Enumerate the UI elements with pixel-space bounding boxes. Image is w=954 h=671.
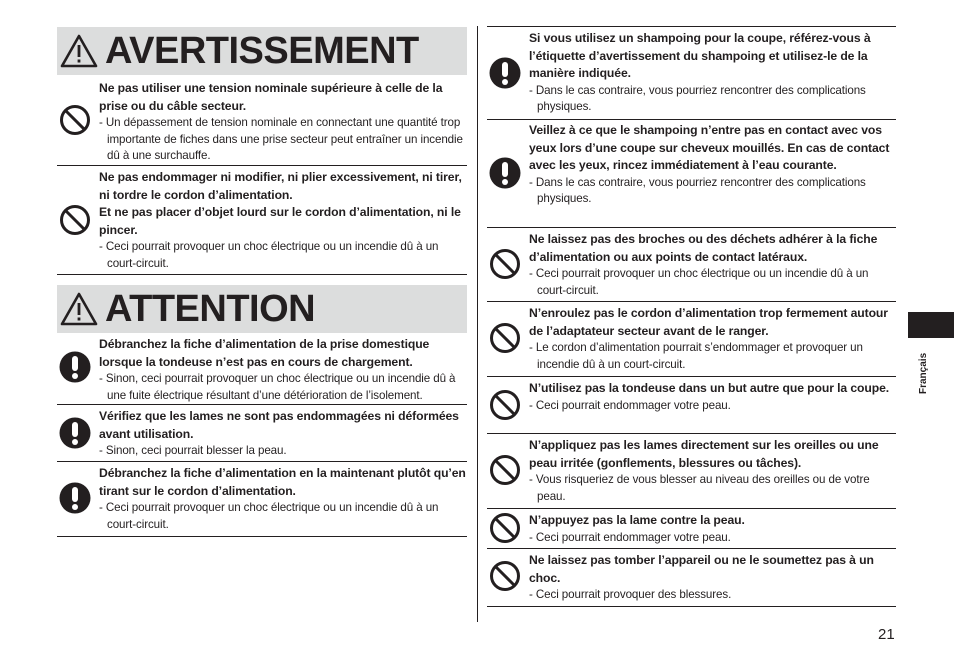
caution-item-note: - Sinon, ceci pourrait provoquer un choc électrique ou un incendie dû à une fuite électrique résultant d’une détérioration de l’isolement. [99,372,456,402]
caution-item [487,119,896,228]
warning-item [57,166,467,275]
caution-item-heading: Ne laissez pas des broches ou des déchets adhérer à la fiche d’alimentation ou aux points de contact latéraux. [529,232,878,264]
warning-item-heading: Ne pas endommager ni modifier, ni plier excessivement, ni tirer, ni tordre le cordon d’alimentation. [99,170,462,202]
caution-item-note: - Vous risqueriez de vous blesser au niveau des oreilles ou de votre peau. [529,473,870,503]
caution-title: ATTENTION [105,288,316,330]
caution-item-note: - Ceci pourrait endommager votre peau. [529,530,731,544]
caution-item-heading: N’enroulez pas le cordon d’alimentation trop fermement autour de l’adaptateur secteur avant de le ranger. [529,306,888,338]
column-divider [477,26,478,622]
warning-item [57,77,467,166]
caution-item [487,434,896,509]
caution-item-heading: Débranchez la fiche d’alimentation en la maintenant plutôt qu’en tirant sur le cordon d’alimentation. [99,466,466,498]
caution-item-note: - Le cordon d’alimentation pourrait s’endommager et provoquer un incendie dû à un court-circuit. [529,341,863,371]
prohibition-icon [489,248,521,280]
caution-header [57,285,467,333]
caution-item [487,377,896,434]
mandatory-action-icon [59,417,91,449]
caution-item [487,26,896,120]
page-number: 21 [878,626,895,643]
caution-item-heading: Débranchez la fiche d’alimentation de la prise domestique lorsque la tondeuse n’est pas en cours de chargement. [99,337,430,369]
mandatory-action-icon [489,57,521,89]
caution-item [487,302,896,377]
caution-item-note: - Ceci pourrait provoquer un choc électrique ou un incendie dû à un court-circuit. [99,501,439,531]
mandatory-action-icon [489,157,521,189]
caution-item-heading: N’appliquez pas les lames directement sur les oreilles ou une peau irritée (gonflements, blessures ou tâches). [529,438,879,470]
warning-header [57,27,467,75]
caution-item-note: - Dans le cas contraire, vous pourriez rencontrer des complications physiques. [529,175,866,206]
mandatory-action-icon [59,482,91,514]
caution-item-heading: Ne laissez pas tomber l’appareil ou ne le soumettez pas à un choc. [529,553,874,585]
caution-item [487,549,896,607]
caution-item-note: - Sinon, ceci pourrait blesser la peau. [99,444,287,458]
prohibition-icon [489,512,521,544]
caution-item-note: - Dans le cas contraire, vous pourriez rencontrer des complications physiques. [529,83,866,114]
prohibition-icon [489,560,521,592]
mandatory-action-icon [59,351,91,383]
caution-item-note: - Ceci pourrait provoquer des blessures. [529,588,732,602]
prohibition-icon [59,204,91,236]
warning-item-heading: Et ne pas placer d’objet lourd sur le cordon d’alimentation, ni le pincer. [99,205,461,237]
caution-item-note: - Ceci pourrait provoquer un choc électrique ou un incendie dû à un court-circuit. [529,267,869,297]
warning-title: AVERTISSEMENT [105,30,419,72]
caution-item [57,462,467,537]
caution-item [57,405,467,462]
caution-item-heading: Si vous utilisez un shampoing pour la coupe, référez-vous à l’étiquette d’avertissement du shampoing et utilisez-le de la manière indiquée. [529,31,871,81]
caution-item-heading: Vérifiez que les lames ne sont pas endommagées ni déformées avant utilisation. [99,409,459,441]
warning-item-note: - Un dépassement de tension nominale en connectant une quantité trop importante de fiches dans une prise secteur peut entraîner un incendie dû à une surchauffe. [99,116,463,162]
prohibition-icon [59,104,91,136]
prohibition-icon [489,389,521,421]
prohibition-icon [489,322,521,354]
caution-item-heading: Veillez à ce que le shampoing n’entre pas en contact avec vos yeux lors d’une coupe sur cheveux mouillés. En cas de contact avec les yeux, rincez immédiatement à l’eau courante. [529,123,890,173]
caution-item-heading: N’utilisez pas la tondeuse dans un but autre que pour la coupe. [529,381,890,395]
warning-triangle-icon [59,33,99,69]
language-label-text: Français [918,352,929,394]
warning-item-heading: Ne pas utiliser une tension nominale supérieure à celle de la prise ou du câble secteur. [99,81,443,113]
language-label [906,344,929,394]
language-tab [908,312,954,338]
caution-item [57,333,467,405]
caution-item [487,509,896,549]
caution-item [487,228,896,302]
caution-item-note: - Ceci pourrait endommager votre peau. [529,398,731,412]
warning-item-note: - Ceci pourrait provoquer un choc électrique ou un incendie dû à un court-circuit. [99,240,439,270]
warning-triangle-icon [59,291,99,327]
prohibition-icon [489,454,521,486]
caution-item-heading: N’appuyez pas la lame contre la peau. [529,513,745,527]
